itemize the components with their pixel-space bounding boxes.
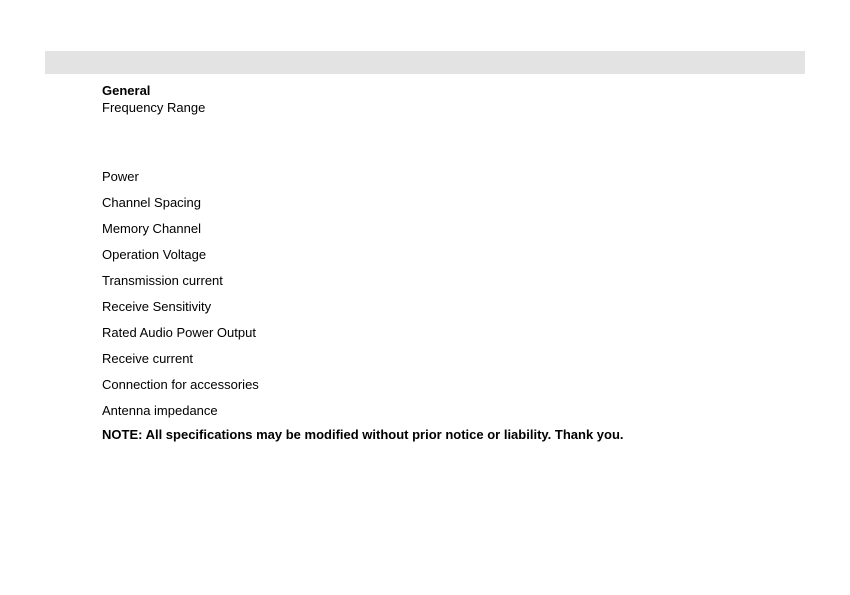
table-header-band	[45, 51, 805, 74]
spec-table	[102, 82, 802, 444]
section-title: General	[102, 83, 151, 98]
spec-label-power: Power	[102, 169, 139, 184]
spec-label-receive-sensitivity: Receive Sensitivity	[102, 299, 212, 314]
spec-label-connection-for-accessories: Connection for accessories	[102, 377, 259, 392]
spec-label-rated-audio-power-output: Rated Audio Power Output	[102, 325, 256, 340]
spec-value-gap	[102, 117, 802, 168]
spec-label-frequency-range: Frequency Range	[102, 100, 206, 115]
spec-label-transmission-current: Transmission current	[102, 273, 223, 288]
disclaimer-note: NOTE: All specifications may be modified without prior notice or liability. Thank you.	[102, 427, 624, 442]
spec-label-channel-spacing: Channel Spacing	[102, 195, 202, 210]
spec-label-antenna-impedance: Antenna impedance	[102, 403, 218, 418]
spec-label-memory-channel: Memory Channel	[102, 221, 201, 236]
spec-label-receive-current: Receive current	[102, 351, 194, 366]
spec-list	[102, 168, 802, 420]
spec-label-operation-voltage: Operation Voltage	[102, 247, 207, 262]
